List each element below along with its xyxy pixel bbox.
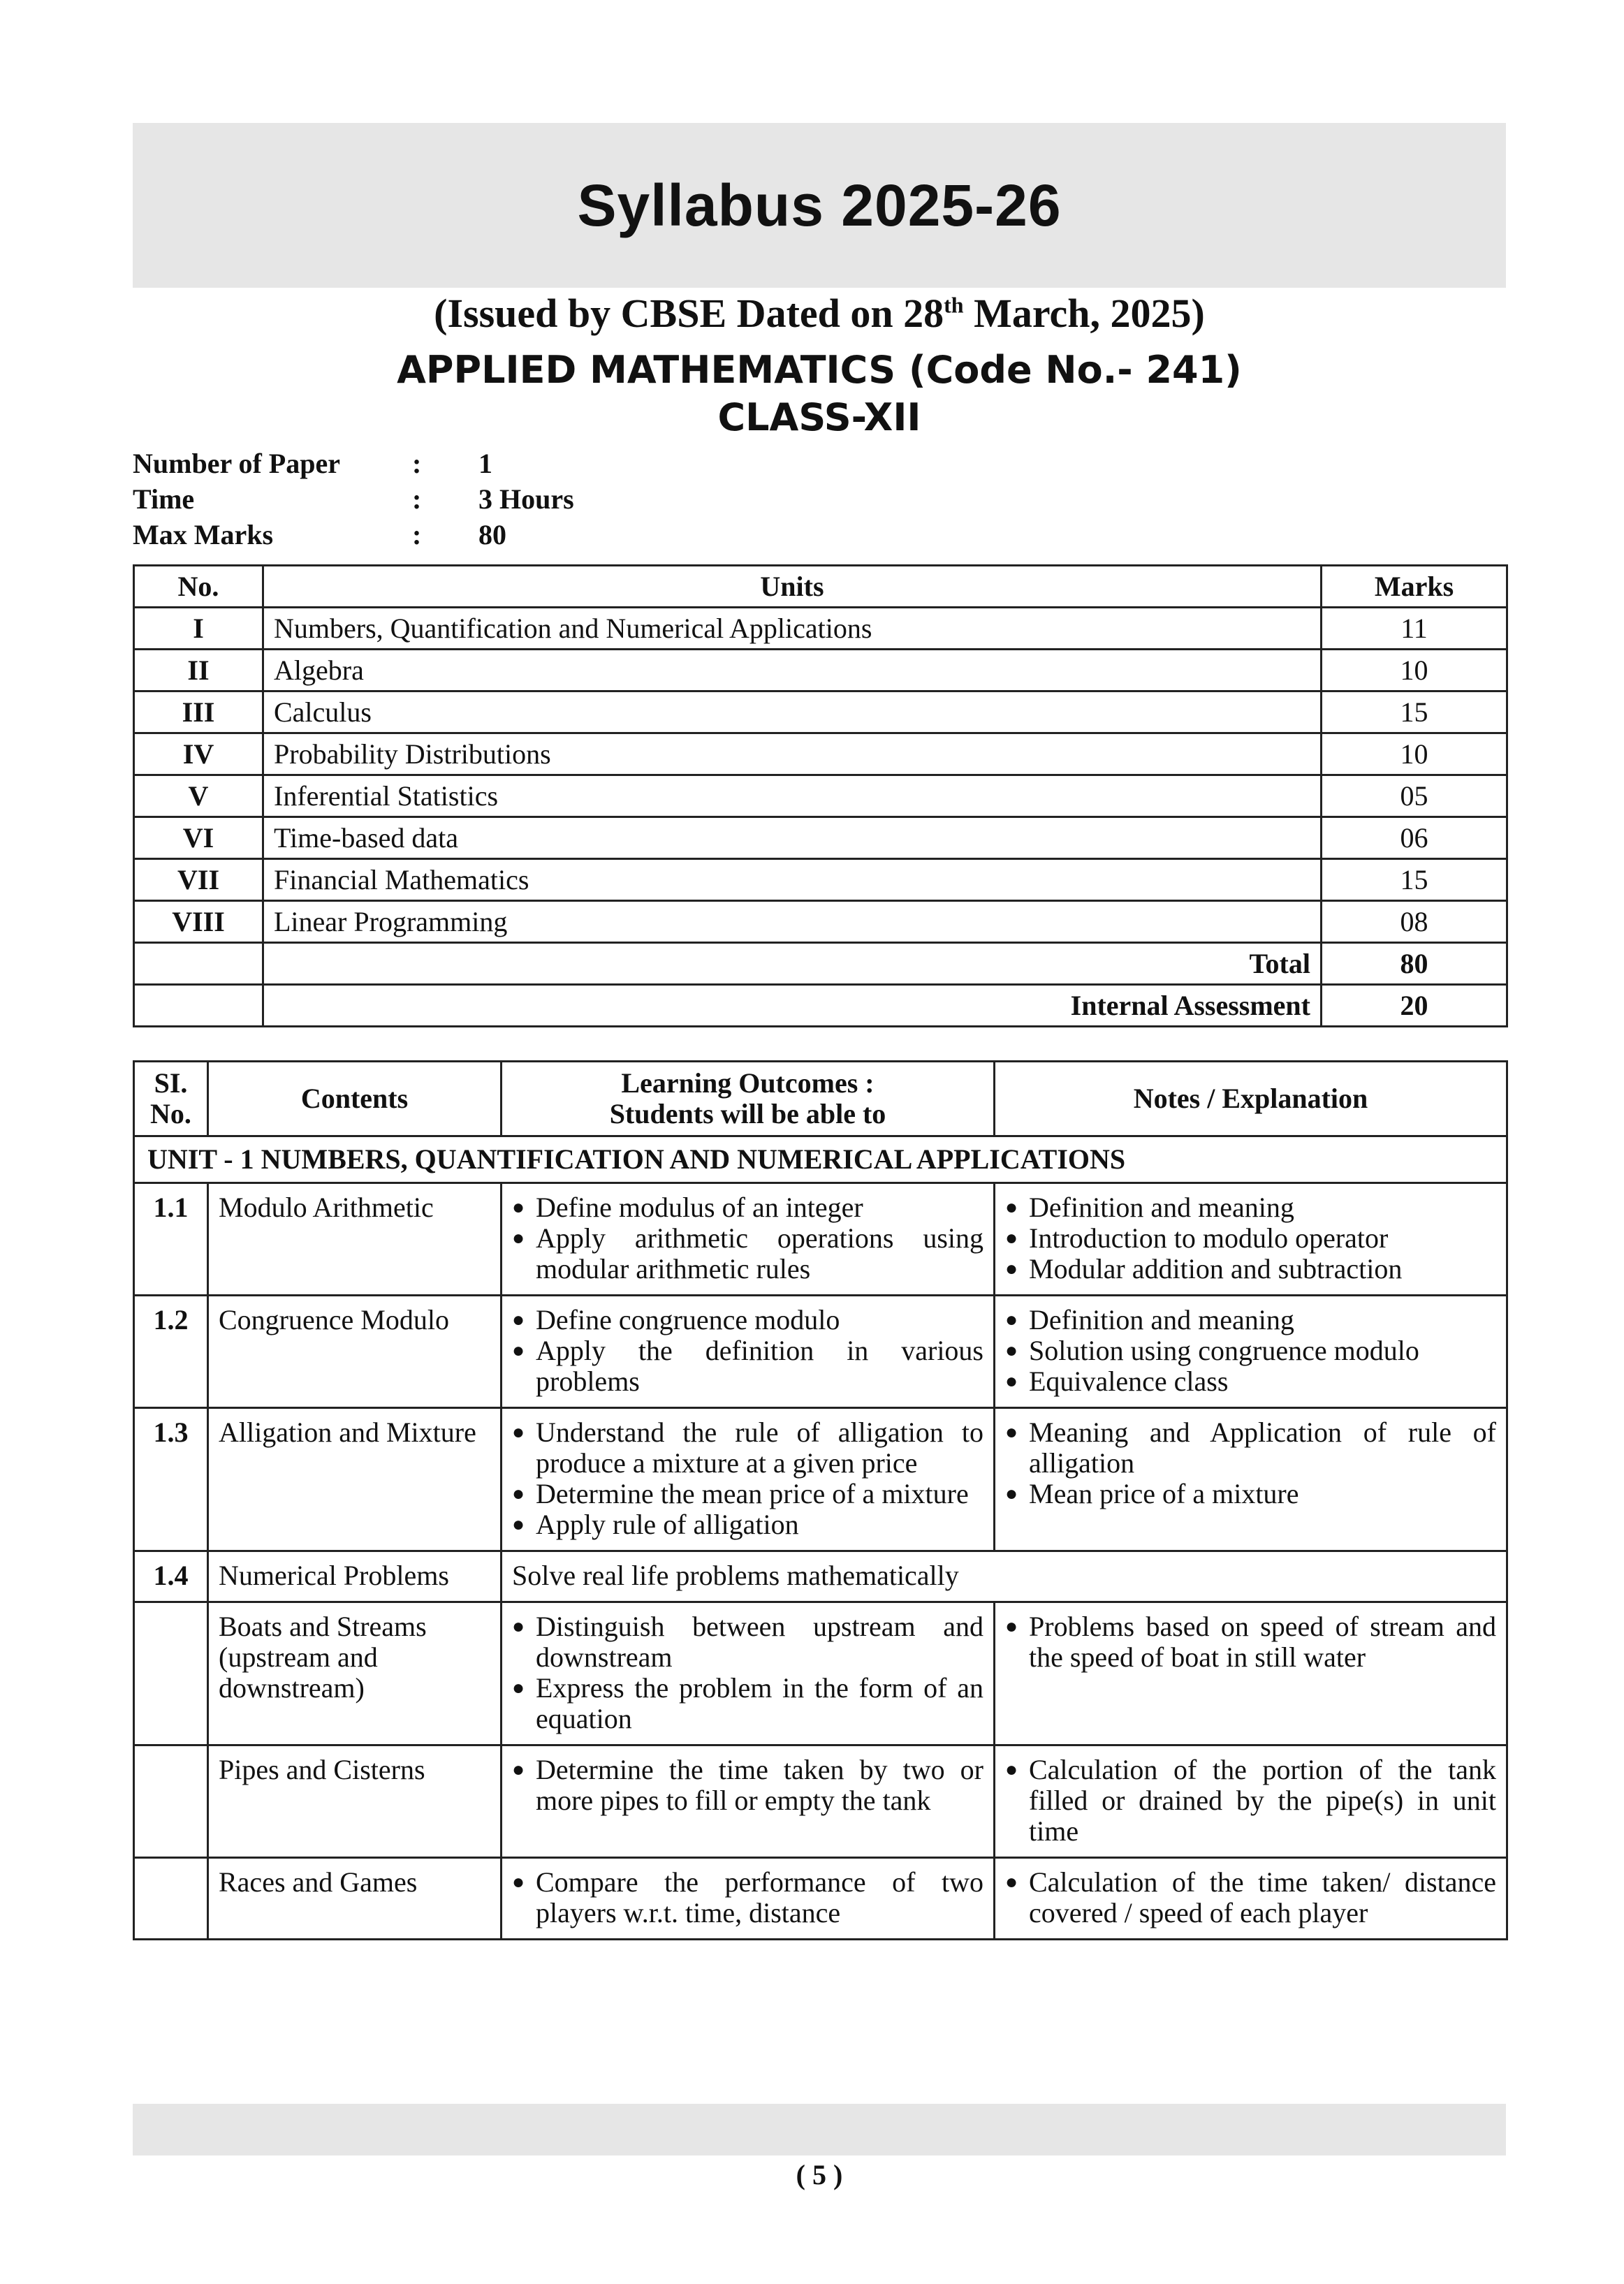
meta-sep: :: [412, 448, 422, 479]
unit-name: Algebra: [263, 650, 1322, 691]
list-item: ● Introduction to modulo operator: [1005, 1223, 1496, 1254]
unit-name: Inferential Statistics: [263, 775, 1322, 817]
unit-name: Financial Mathematics: [263, 859, 1322, 901]
sl-header-line2: No.: [150, 1098, 191, 1129]
list-item: ● Express the problem in the form of an equation: [512, 1673, 983, 1734]
outcomes-cell: [502, 1745, 995, 1858]
notes-cell: [995, 1745, 1507, 1858]
unit-name: Time-based data: [263, 817, 1322, 859]
table-row: [134, 1602, 1507, 1745]
sl-no: 1.1: [134, 1183, 208, 1296]
meta-sep: :: [412, 483, 422, 515]
content-cell: Pipes and Cisterns: [208, 1745, 502, 1858]
unit-name: Linear Programming: [263, 901, 1322, 943]
meta-key: Number of Paper: [133, 448, 340, 479]
list-item: ● Calculation of the time taken/ distance covered / speed of each player: [1005, 1867, 1496, 1928]
exam-meta: [133, 447, 574, 554]
unit-marks: 10: [1322, 650, 1507, 691]
unit-no: VII: [134, 859, 263, 901]
meta-row: [133, 483, 574, 518]
outcomes-cell: [502, 1858, 995, 1940]
issued-prefix: (Issued by CBSE Dated on 28: [434, 291, 944, 336]
lo-header-line1: Learning Outcomes :: [621, 1067, 875, 1099]
meta-row: [133, 447, 574, 483]
table-row: [134, 775, 1507, 817]
unit-marks: 10: [1322, 733, 1507, 775]
col-contents-header: Contents: [208, 1062, 502, 1136]
empty-cell: [134, 1858, 208, 1940]
issued-line: [133, 290, 1506, 337]
list-item: ● Modular addition and subtraction: [1005, 1254, 1496, 1284]
outcomes-cell: [502, 1183, 995, 1296]
outcomes-cell: [502, 1296, 995, 1408]
notes-cell: [995, 1296, 1507, 1408]
unit-marks: 08: [1322, 901, 1507, 943]
content-cell: Boats and Streams (upstream and downstream): [208, 1602, 502, 1745]
meta-key: Max Marks: [133, 519, 274, 550]
footer-band: [133, 2104, 1506, 2155]
unit-name: Numbers, Quantification and Numerical Applications: [263, 608, 1322, 650]
meta-value: 1: [478, 448, 492, 479]
col-learning-outcomes-header: [502, 1062, 995, 1136]
content-cell: Congruence Modulo: [208, 1296, 502, 1408]
issued-sup: th: [944, 292, 964, 318]
outcomes-cell: [502, 1602, 995, 1745]
subject-heading: APPLIED MATHEMATICS (Code No.- 241): [397, 348, 1242, 392]
unit-no: III: [134, 691, 263, 733]
unit-no: II: [134, 650, 263, 691]
table-row: [134, 691, 1507, 733]
total-label: Total: [263, 943, 1322, 985]
empty-cell: [134, 1745, 208, 1858]
meta-sep: :: [412, 519, 422, 550]
col-no-header: No.: [134, 566, 263, 608]
learning-outcomes-table: [133, 1060, 1508, 1940]
list-item: ● Compare the performance of two players w.r.t. time, distance: [512, 1867, 983, 1928]
sl-no: 1.3: [134, 1408, 208, 1551]
list-item: ● Apply arithmetic operations using modular arithmetic rules: [512, 1223, 983, 1284]
notes-cell: [995, 1858, 1507, 1940]
internal-assessment-value: 20: [1322, 985, 1507, 1027]
list-item: ● Definition and meaning: [1005, 1192, 1496, 1223]
content-cell: Numerical Problems: [208, 1551, 502, 1602]
table-row: [134, 650, 1507, 691]
list-item: ● Define congruence modulo: [512, 1305, 983, 1335]
page-title: Syllabus 2025-26: [577, 173, 1062, 238]
meta-value: 3 Hours: [478, 483, 574, 515]
meta-value: 80: [478, 519, 506, 550]
unit-no: I: [134, 608, 263, 650]
outcomes-header-row: [134, 1062, 1507, 1136]
unit-marks: 05: [1322, 775, 1507, 817]
col-notes-header: Notes / Explanation: [995, 1062, 1507, 1136]
internal-assessment-row: [134, 985, 1507, 1027]
list-item: ● Determine the time taken by two or more pipes to fill or empty the tank: [512, 1755, 983, 1816]
empty-cell: [134, 985, 263, 1027]
table-row: [134, 1745, 1507, 1858]
col-marks-header: Marks: [1322, 566, 1507, 608]
class-heading: CLASS-XII: [717, 395, 921, 439]
table-row: [134, 1183, 1507, 1296]
table-row: [134, 733, 1507, 775]
content-cell: Races and Games: [208, 1858, 502, 1940]
lo-header-line2: Students will be able to: [609, 1098, 886, 1129]
outcomes-cell: [502, 1408, 995, 1551]
unit-marks: 15: [1322, 691, 1507, 733]
table-row: [134, 608, 1507, 650]
list-item: ● Determine the mean price of a mixture: [512, 1479, 983, 1509]
list-item: ● Distinguish between upstream and downstream: [512, 1611, 983, 1673]
table-row: [134, 859, 1507, 901]
title-banner: [133, 123, 1506, 288]
summary-cell: Solve real life problems mathematically: [502, 1551, 1507, 1602]
col-units-header: Units: [263, 566, 1322, 608]
table-row: [134, 1296, 1507, 1408]
meta-key: Time: [133, 483, 195, 515]
list-item: ● Understand the rule of alligation to produce a mixture at a given price: [512, 1417, 983, 1479]
units-header-row: [134, 566, 1507, 608]
total-value: 80: [1322, 943, 1507, 985]
unit-name: Probability Distributions: [263, 733, 1322, 775]
unit-no: VI: [134, 817, 263, 859]
list-item: ● Meaning and Application of rule of alligation: [1005, 1417, 1496, 1479]
list-item: ● Definition and meaning: [1005, 1305, 1496, 1335]
list-item: ● Calculation of the portion of the tank filled or drained by the pipe(s) in unit time: [1005, 1755, 1496, 1847]
internal-assessment-label: Internal Assessment: [263, 985, 1322, 1027]
meta-row: [133, 518, 574, 554]
units-table: [133, 564, 1508, 1027]
list-item: ● Apply rule of alligation: [512, 1509, 983, 1540]
notes-cell: [995, 1602, 1507, 1745]
total-row: [134, 943, 1507, 985]
notes-cell: [995, 1183, 1507, 1296]
unit-heading: UNIT - 1 NUMBERS, QUANTIFICATION AND NUMERICAL APPLICATIONS: [134, 1136, 1507, 1183]
list-item: ● Equivalence class: [1005, 1366, 1496, 1397]
col-sl-header: [134, 1062, 208, 1136]
unit-marks: 15: [1322, 859, 1507, 901]
table-row: [134, 1551, 1507, 1602]
content-cell: Modulo Arithmetic: [208, 1183, 502, 1296]
issued-suffix: March, 2025): [963, 291, 1205, 336]
notes-cell: [995, 1408, 1507, 1551]
sl-no: 1.2: [134, 1296, 208, 1408]
list-item: ● Problems based on speed of stream and the speed of boat in still water: [1005, 1611, 1496, 1673]
page-number: ( 5 ): [796, 2159, 843, 2190]
sl-no: 1.4: [134, 1551, 208, 1602]
unit-name: Calculus: [263, 691, 1322, 733]
unit-no: IV: [134, 733, 263, 775]
table-row: [134, 1408, 1507, 1551]
unit-no: V: [134, 775, 263, 817]
sl-header-line1: SI.: [154, 1067, 188, 1099]
content-cell: Alligation and Mixture: [208, 1408, 502, 1551]
list-item: ● Mean price of a mixture: [1005, 1479, 1496, 1509]
empty-cell: [134, 943, 263, 985]
list-item: ● Solution using congruence modulo: [1005, 1335, 1496, 1366]
unit-no: VIII: [134, 901, 263, 943]
list-item: ● Apply the definition in various problems: [512, 1335, 983, 1397]
table-row: [134, 817, 1507, 859]
unit-heading-row: [134, 1136, 1507, 1183]
unit-marks: 06: [1322, 817, 1507, 859]
unit-marks: 11: [1322, 608, 1507, 650]
empty-cell: [134, 1602, 208, 1745]
table-row: [134, 901, 1507, 943]
list-item: ● Define modulus of an integer: [512, 1192, 983, 1223]
table-row: [134, 1858, 1507, 1940]
